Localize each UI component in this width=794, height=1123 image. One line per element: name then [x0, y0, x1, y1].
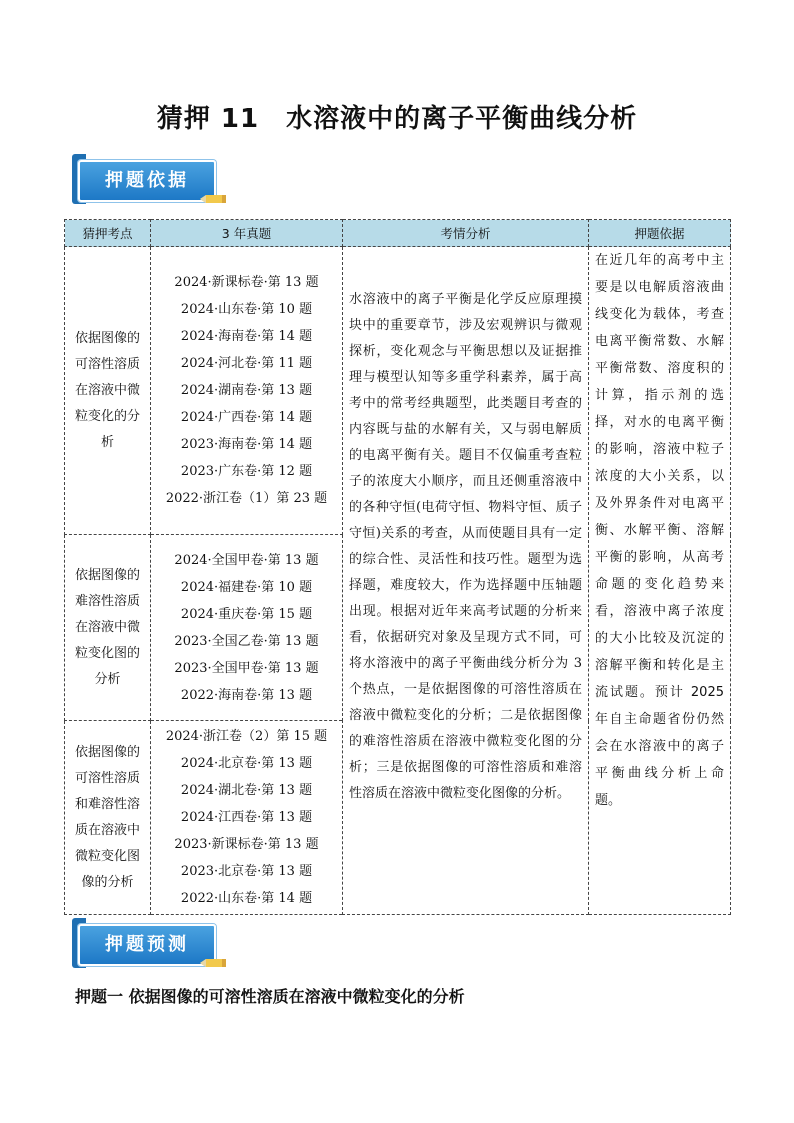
header-analysis: 考情分析	[343, 220, 589, 247]
analysis-cell: 水溶液中的离子平衡是化学反应原理摸块中的重要章节，涉及宏观辨识与微观探析，变化观念与平衡思想以及证据推理与模型认知等多重学科素养，属于高考中的常考经典题型，此类题目考查的内容既与盐的水解有关，又与弱电解质的电离平衡有关。题目不仅偏重考查粒子的浓度大小顺序，而且还侧重溶液中的各种守恒(电荷守恒、物料守恒、质子守恒)关系的考查，从而使题目具有一定的综合性、灵活性和技巧性。题型为选择题，难度较大，作为选择题中压轴题出现。根据对近年来高考试题的分析来看，依据研究对象及呈现方式不同，可将水溶液中的离子平衡曲线分析分为 3 个热点，一是依据图像的可溶性溶质在溶液中微粒变化的分析；二是依据图像的难溶性溶质在溶液中微粒变化图的分析；三是依据图像的可溶性溶质和难溶性溶质在溶液中微粒变化图像的分析。	[343, 247, 589, 915]
exam-item: 2024·全国甲卷·第 13 题	[174, 552, 319, 568]
exam-item: 2023·全国乙卷·第 13 题	[174, 633, 319, 649]
exam-item: 2024·山东卷·第 10 题	[180, 302, 313, 317]
exam-item: 2023·全国甲卷·第 13 题	[174, 660, 319, 676]
exam-item: 2024·江西卷·第 13 题	[180, 810, 313, 825]
exam-item: 2024·湖南卷·第 13 题	[180, 383, 313, 398]
exam-item: 2024·湖北卷·第 13 题	[180, 783, 313, 798]
basis-banner-label: 押题依据	[105, 170, 189, 191]
exam-item: 2023·新课标卷·第 13 题	[174, 837, 319, 852]
basis-cell: 在近几年的高考中主要是以电解质溶液曲线变化为载体，考查电离平衡常数、水解平衡常数、溶度积的计算，指示剂的选择，对水的电离平衡的影响，溶液中粒子浓度的大小关系，以及外界条件对电离平衡、水解平衡、溶解平衡的影响，从高考命题的变化趋势来看，溶液中离子浓度的大小比较及沉淀的溶解平衡和转化是主流试题。预计 2025 年自主命题省份仍然会在水溶液中的离子平衡曲线分析上命题。	[589, 247, 731, 915]
section-heading: 押题一 依据图像的可溶性溶质在溶液中微粒变化的分析	[75, 987, 465, 1006]
point-cell-1: 依据图像的可溶性溶质在溶液中微粒变化的分析	[65, 247, 151, 535]
exam-item: 2024·新课标卷·第 13 题	[174, 275, 319, 290]
exam-item: 2023·北京卷·第 13 题	[180, 864, 313, 879]
exam-item: 2024·广西卷·第 14 题	[180, 410, 313, 425]
exam-item: 2024·重庆卷·第 15 题	[180, 606, 313, 622]
exam-item: 2023·广东卷·第 12 题	[180, 464, 313, 479]
exam-item: 2024·浙江卷（2）第 15 题	[165, 729, 328, 744]
exam-item: 2024·北京卷·第 13 题	[180, 756, 313, 771]
exam-item: 2022·山东卷·第 14 题	[180, 891, 313, 906]
pencil-icon	[200, 194, 228, 204]
header-exams: 3 年真题	[151, 220, 343, 247]
exam-item: 2024·海南卷·第 14 题	[180, 329, 313, 344]
exam-item: 2024·福建卷·第 10 题	[180, 579, 313, 595]
basis-banner	[72, 154, 228, 206]
point-cell-3: 依据图像的可溶性溶质和难溶性溶质在溶液中微粒变化图像的分析	[65, 721, 151, 915]
header-basis: 押题依据	[589, 220, 731, 247]
exam-item: 2022·海南卷·第 13 题	[180, 687, 313, 703]
exam-table	[64, 219, 731, 915]
point-cell-2: 依据图像的难溶性溶质在溶液中微粒变化图的分析	[65, 535, 151, 721]
exam-list-2	[151, 535, 343, 721]
prediction-banner-label: 押题预测	[105, 934, 189, 955]
exam-item: 2022·浙江卷（1）第 23 题	[165, 491, 328, 506]
header-point: 猜押考点	[65, 220, 151, 247]
prediction-banner	[72, 918, 228, 970]
pencil-icon	[200, 958, 228, 968]
page-title: 猜押 11 水溶液中的离子平衡曲线分析	[156, 104, 638, 134]
exam-list-3	[151, 721, 343, 915]
exam-item: 2024·河北卷·第 11 题	[180, 356, 313, 371]
exam-item: 2023·海南卷·第 14 题	[180, 437, 313, 452]
exam-list-1	[151, 247, 343, 535]
